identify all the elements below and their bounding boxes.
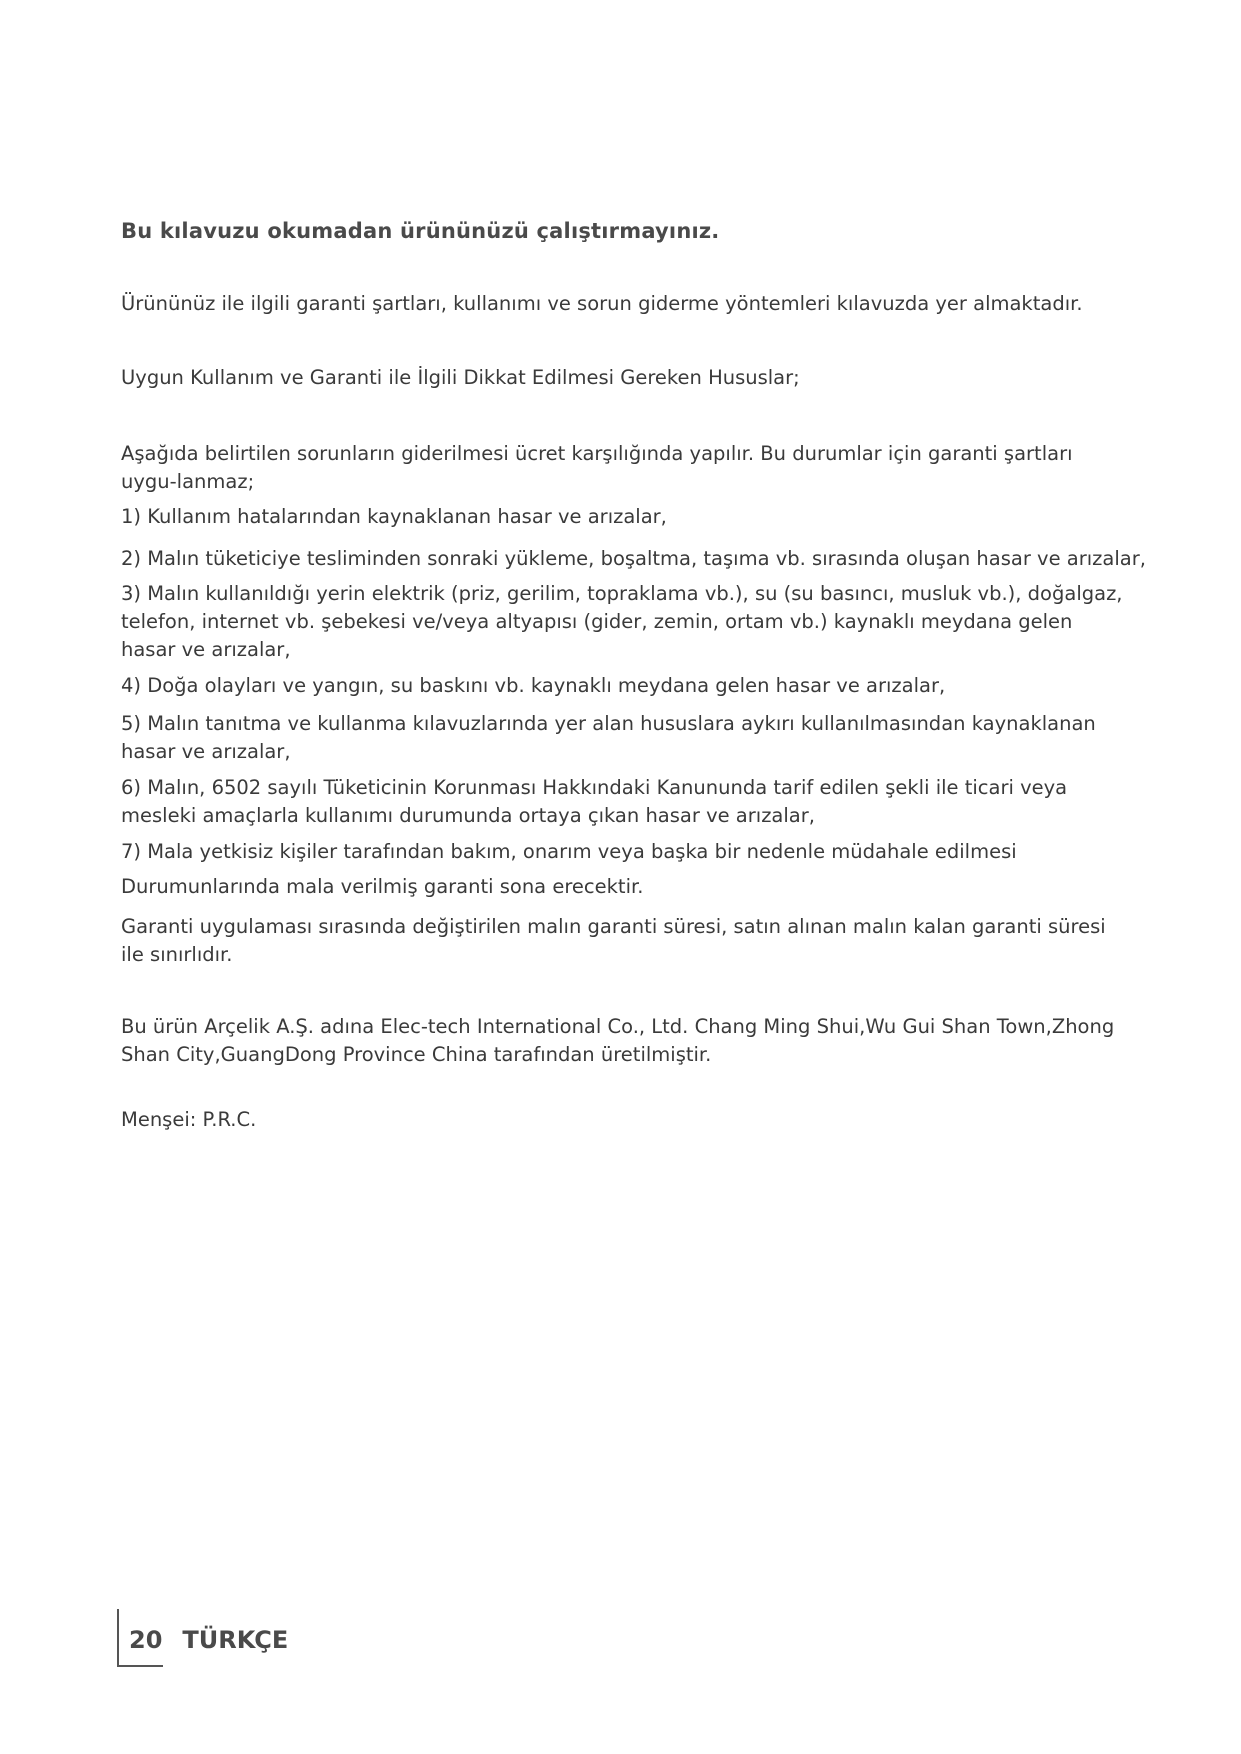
section-title: Uygun Kullanım ve Garanti ile İlgili Dikkat Edilmesi Gereken Hususlar; xyxy=(121,366,800,389)
page-number: 20 xyxy=(129,1626,163,1654)
footer-horizontal-rule xyxy=(117,1665,163,1667)
footer-label xyxy=(129,1626,288,1654)
page-footer xyxy=(117,1609,289,1667)
list-item: 4) Doğa olayları ve yangın, su baskını vb. kaynaklı meydana gelen hasar ve arızalar, xyxy=(121,674,946,697)
manufacturer-paragraph: Bu ürün Arçelik A.Ş. adına Elec-tech International Co., Ltd. Chang Ming Shui,Wu Gui Shan Town,Zhong Shan City,GuangDong Province China tarafından üretilmiştir. xyxy=(121,1015,1115,1066)
footer-vertical-rule xyxy=(117,1609,119,1667)
list-item: 2) Malın tüketiciye tesliminden sonraki yükleme, boşaltma, taşıma vb. sırasında oluşan hasar ve arızalar, xyxy=(121,547,1146,570)
list-item: 5) Malın tanıtma ve kullanma kılavuzlarında yer alan hususlara aykırı kullanılmasından kaynaklanan hasar ve arızalar, xyxy=(121,712,1096,763)
list-item: 1) Kullanım hatalarından kaynaklanan hasar ve arızalar, xyxy=(121,505,667,528)
termination-paragraph: Durumunlarında mala verilmiş garanti sona erecektir. xyxy=(121,875,644,898)
replacement-paragraph: Garanti uygulaması sırasında değiştirilen malın garanti süresi, satın alınan malın kalan garanti süresi ile sınırlıdır. xyxy=(121,915,1106,966)
list-item: 6) Malın, 6502 sayılı Tüketicinin Korunması Hakkındaki Kanununda tarif edilen şekli ile ticari veya mesleki amaçlarla kullanımı durumunda ortaya çıkan hasar ve arızalar, xyxy=(121,776,1068,827)
paid-notice-paragraph: Aşağıda belirtilen sorunların giderilmesi ücret karşılığında yapılır. Bu durumlar için garanti şartları uygu-lanmaz; xyxy=(121,442,1073,493)
intro-paragraph: Ürününüz ile ilgili garanti şartları, kullanımı ve sorun giderme yöntemleri kılavuzda yer almaktadır. xyxy=(121,292,1083,315)
language-label: TÜRKÇE xyxy=(182,1626,289,1654)
list-item: 7) Mala yetkisiz kişiler tarafından bakım, onarım veya başka bir nedenle müdahale edilmesi xyxy=(121,840,1017,863)
origin-line: Menşei: P.R.C. xyxy=(121,1108,257,1131)
warning-heading: Bu kılavuzu okumadan ürününüzü çalıştırmayınız. xyxy=(121,219,720,243)
list-item: 3) Malın kullanıldığı yerin elektrik (priz, gerilim, topraklama vb.), su (su basıncı, musluk vb.), doğalgaz, telefon, internet vb. şebekesi ve/veya altyapısı (gider, zemin, ortam vb.) kaynaklı meydana gelen hasar ve arızalar, xyxy=(121,582,1123,661)
